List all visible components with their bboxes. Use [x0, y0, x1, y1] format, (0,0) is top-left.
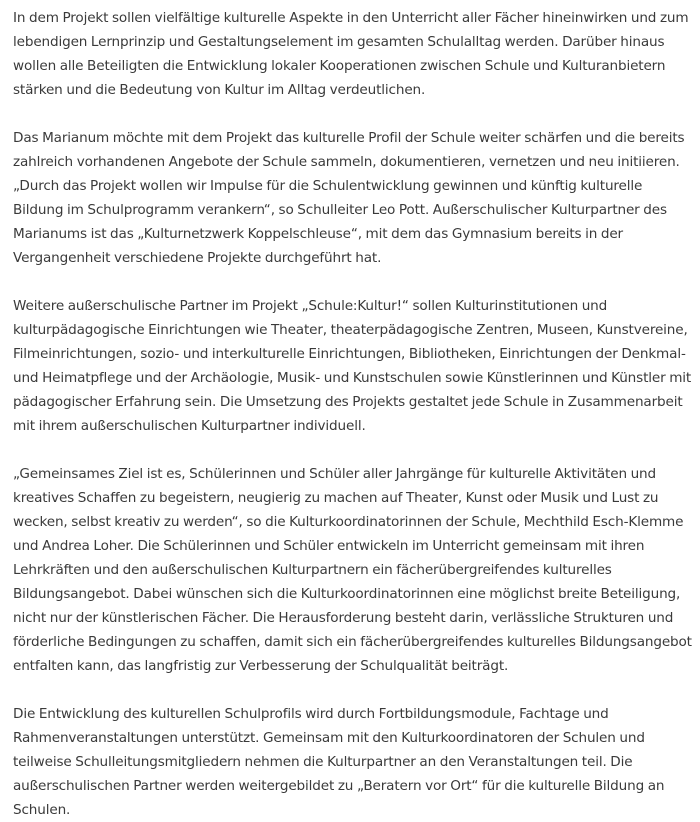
paragraph-school-profile-development: Die Entwicklung des kulturellen Schulprofils wird durch Fortbildungsmodule, Fachtage und Rahmenveranstaltungen unterstützt. Gemeinsam mit den Kulturkoordinatoren der Schulen und teilweise Schulleitungsmitgliedern nehmen die Kulturpartner an den Veranstaltungen teil. Die außerschulischen Partner werden weitergebildet zu „Beratern vor Ort“ für die kulturelle Bildung an Schulen. [13, 706, 665, 818]
paragraph-external-partners: Weitere außerschulische Partner im Projekt „Schule:Kultur!“ sollen Kulturinstitutionen und kulturpädagogische Einrichtungen wie Theater, theaterpädagogische Zentren, Museen, Kunstvereine, Filmeinrichtungen, sozio- und interkulturelle Einrichtungen, Bibliotheken, Einrichtungen der Denkmal- und Heimatpflege und der Archäologie, Musik- und Kunstschulen sowie Künstlerinnen und Künstler mit pädagogischer Erfahrung sein. Die Umsetzung des Projekts gestaltet jede Schule in Zusammenarbeit mit ihrem außerschulischen Kulturpartner individuell. [13, 298, 692, 434]
paragraph-project-goals: In dem Projekt sollen vielfältige kulturelle Aspekte in den Unterricht aller Fächer hineinwirken und zum lebendigen Lernprinzip und Gestaltungselement im gesamten Schulalltag werden. Darüber hinaus wollen alle Beteiligten die Entwicklung lokaler Kooperationen zwischen Schule und Kulturanbietern stärken und die Bedeutung von Kultur im Alltag verdeutlichen. [13, 10, 689, 98]
paragraph-common-goal: „Gemeinsames Ziel ist es, Schülerinnen und Schüler aller Jahrgänge für kulturelle Aktivitäten und kreatives Schaffen zu begeistern, neugierig zu machen auf Theater, Kunst oder Musik und Lust zu wecken, selbst kreativ zu werden“, so die Kulturkoordinatorinnen der Schule, Mechthild Esch-Klemme und Andrea Loher. Die Schülerinnen und Schüler entwickeln im Unterricht gemeinsam mit ihren Lehrkräften und den außerschulischen Kulturpartnern ein fächerübergreifendes kulturelles Bildungsangebot. Dabei wünschen sich die Kulturkoordinatorinnen eine möglichst breite Beteiligung, nicht nur der künstlerischen Fächer. Die Herausforderung besteht darin, verlässliche Strukturen und förderliche Bedingungen zu schaffen, damit sich ein fächerübergreifendes kulturelles Bildungsangebot entfalten kann, das langfristig zur Verbesserung der Schulqualität beiträgt. [13, 466, 692, 674]
paragraph-marianum-profile: Das Marianum möchte mit dem Projekt das kulturelle Profil der Schule weiter schärfen und die bereits zahlreich vorhandenen Angebote der Schule sammeln, dokumentieren, vernetzen und neu initiieren. „Durch das Projekt wollen wir Impulse für die Schulentwicklung gewinnen und künftig kulturelle Bildung im Schulprogramm verankern“, so Schulleiter Leo Pott. Außerschulischer Kulturpartner des Marianums ist das „Kulturnetzwerk Koppelschleuse“, mit dem das Gymnasium bereits in der Vergangenheit verschiedene Projekte durchgeführt hat. [13, 130, 685, 266]
